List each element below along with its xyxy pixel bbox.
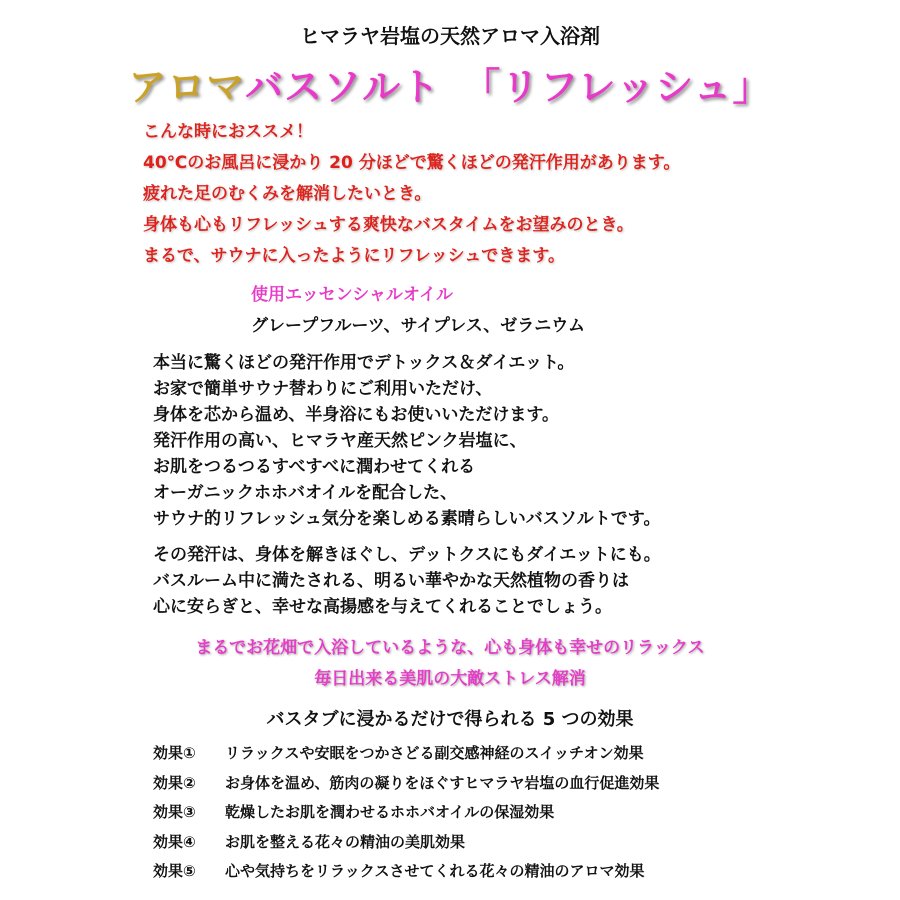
effect-text: リラックスや安眠をつかさどる副交感神経のスイッチオン効果 bbox=[225, 744, 644, 762]
highlight-section bbox=[0, 633, 900, 695]
effects-list bbox=[153, 739, 659, 887]
effect-label: 効果① bbox=[153, 744, 196, 762]
description-paragraph-2 bbox=[153, 542, 661, 620]
highlight-line: 毎日出来る美肌の大敵ストレス解消 bbox=[314, 669, 586, 689]
description-line: お家で簡単サウナ替わりにご利用いただけ、 bbox=[153, 379, 493, 399]
description-paragraph-1 bbox=[153, 350, 660, 532]
effect-label: 効果⑤ bbox=[153, 862, 196, 880]
effect-item bbox=[153, 828, 659, 858]
effect-label: 効果④ bbox=[153, 832, 196, 851]
product-subtitle: ヒマラヤ岩塩の天然アロマ入浴剤 bbox=[300, 24, 600, 48]
essential-oil-list: グレープフルーツ、サイプレス、ゼラニウム bbox=[251, 316, 586, 336]
description-line: 身体を芯から温め、半身浴にもお使いいただけます。 bbox=[153, 405, 559, 425]
essential-oil-heading: 使用エッセンシャルオイル bbox=[251, 285, 454, 305]
effect-item bbox=[153, 798, 659, 828]
description-line: サウナ的リフレッシュ気分を楽しめる素晴らしいバスソルトです。 bbox=[153, 509, 661, 529]
effect-item bbox=[153, 769, 659, 799]
description-line: バスルーム中に満たされる、明るい華やかな天然植物の香りは bbox=[153, 571, 629, 591]
description-line: 本当に驚くほどの発汗作用でデトックス＆ダイエット。 bbox=[153, 353, 575, 373]
effect-text: 心や気持ちをリラックスさせてくれる花々の精油のアロマ効果 bbox=[225, 862, 645, 880]
effect-text: 乾燥したお肌を潤わせるホホバオイルの保湿効果 bbox=[225, 803, 555, 821]
recommend-line: 40℃のお風呂に浸かり 20 分ほどで驚くほどの発汗作用があります。 bbox=[143, 153, 681, 173]
recommend-line: 疲れた足のむくみを解消したいとき。 bbox=[143, 184, 432, 204]
description-line: 発汗作用の高い、ヒマラヤ産天然ピンク岩塩に、 bbox=[153, 431, 527, 451]
recommend-line: まるで、サウナに入ったようにリフレッシュできます。 bbox=[143, 246, 565, 266]
product-title bbox=[0, 56, 900, 111]
description-line: オーガニックホホバオイルを配合した、 bbox=[153, 483, 458, 503]
effect-label: 効果③ bbox=[153, 803, 196, 821]
description-line: お肌をつるつるすべすべに潤わせてくれる bbox=[153, 457, 476, 477]
recommend-section bbox=[143, 117, 680, 272]
recommend-line: こんな時におススメ！ bbox=[143, 122, 313, 142]
description-line: 心に安らぎと、幸せな高揚感を与えてくれることでしょう。 bbox=[153, 597, 612, 617]
effect-item bbox=[153, 739, 659, 769]
effect-text: お肌を整える花々の精油の美肌効果 bbox=[225, 832, 466, 851]
title-bath-salt: バスソルト bbox=[245, 65, 441, 109]
highlight-line: まるでお花畑で入浴しているような、心も身体も幸せのリラックス bbox=[195, 638, 705, 658]
effect-label: 効果② bbox=[153, 773, 196, 792]
title-aroma: アロマ bbox=[128, 65, 246, 109]
effect-item bbox=[153, 857, 659, 887]
effect-text: お身体を温め、筋肉の凝りをほぐすヒマラヤ岩塩の血行促進効果 bbox=[225, 773, 660, 792]
recommend-line: 身体も心もリフレッシュする爽快なバスタイムをお望みのとき。 bbox=[143, 215, 634, 235]
title-refresh: 「リフレッシュ」 bbox=[462, 65, 772, 109]
description-line: その発汗は、身体を解きほぐし、デットクスにもダイエットにも。 bbox=[153, 545, 661, 565]
effects-title: バスタブに浸かるだけで得られる 5 つの効果 bbox=[266, 709, 634, 730]
